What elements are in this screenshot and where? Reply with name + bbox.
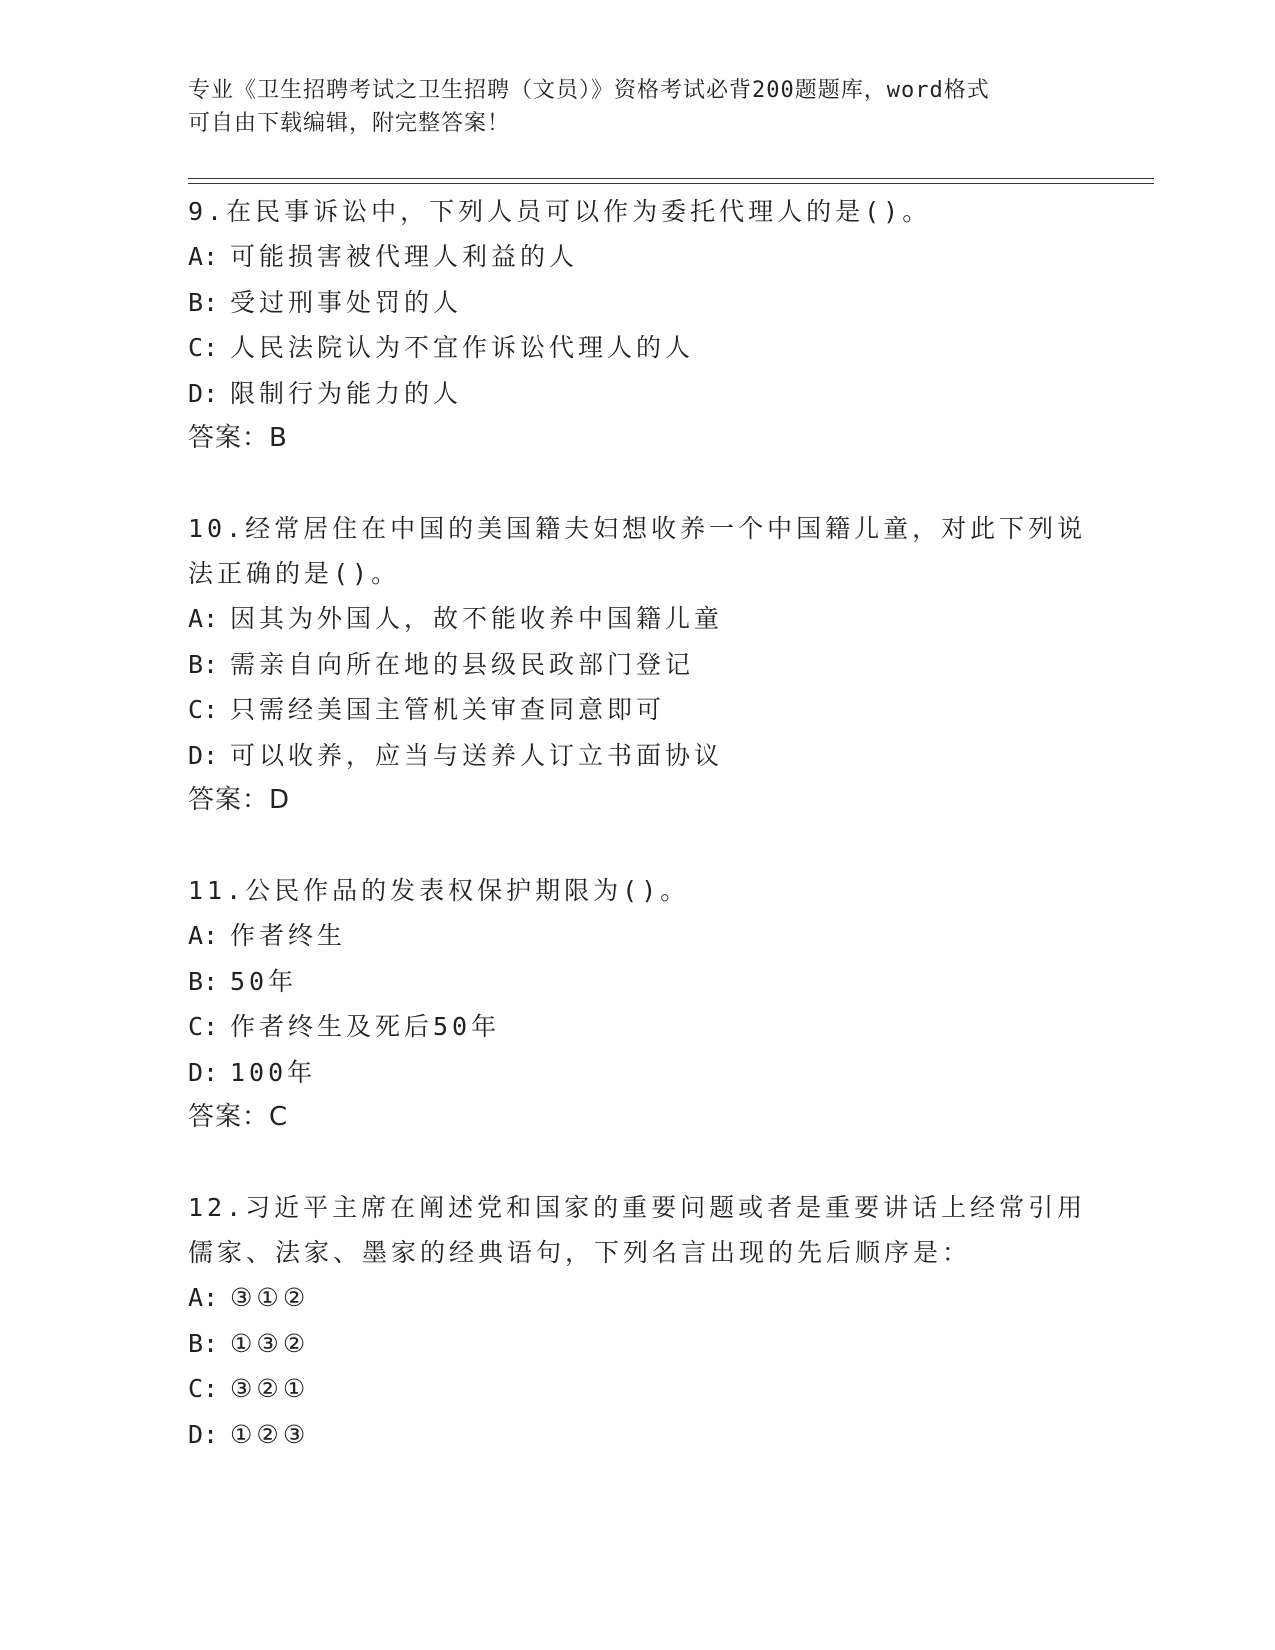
option-b: B: 需亲自向所在地的县级民政部门登记 bbox=[188, 649, 695, 679]
option-a: A: 可能损害被代理人利益的人 bbox=[188, 242, 579, 271]
answer-label: 答案：B bbox=[188, 423, 288, 453]
question-9 bbox=[188, 189, 1088, 461]
option-d: D: 限制行为能力的人 bbox=[188, 378, 463, 408]
question-stem: 12.习近平主席在阐述党和国家的重要问题或者是重要讲话上经常引用 bbox=[188, 1193, 1087, 1222]
question-stem-continued: 法正确的是()。 bbox=[188, 559, 401, 588]
question-stem: 11.公民作品的发表权保护期限为()。 bbox=[188, 876, 690, 905]
question-stem-continued: 儒家、法家、墨家的经典语句，下列名言出现的先后顺序是： bbox=[188, 1238, 972, 1267]
header-line-1: 专业《卫生招聘考试之卫生招聘（文员）》资格考试必背200题题库，word格式 bbox=[188, 78, 990, 103]
document-header bbox=[188, 74, 1088, 140]
answer-label: 答案：C bbox=[188, 1102, 289, 1132]
option-d: D: 可以收养，应当与送养人订立书面协议 bbox=[188, 740, 724, 770]
option-a: A: 因其为外国人，故不能收养中国籍儿童 bbox=[188, 604, 724, 633]
header-divider-top bbox=[188, 178, 1154, 179]
option-d: D: 100年 bbox=[188, 1057, 317, 1087]
option-a: A: 作者终生 bbox=[188, 921, 347, 950]
option-c: C: 人民法院认为不宜作诉讼代理人的人 bbox=[188, 333, 695, 362]
option-b: B: ①③② bbox=[188, 1328, 310, 1358]
option-b: B: 受过刑事处罚的人 bbox=[188, 287, 463, 317]
header-divider-bottom bbox=[188, 183, 1154, 184]
question-list bbox=[188, 189, 1088, 1457]
question-12 bbox=[188, 1185, 1088, 1457]
option-c: C: 只需经美国主管机关审查同意即可 bbox=[188, 695, 666, 724]
answer-label: 答案：D bbox=[188, 785, 291, 815]
option-d: D: ①②③ bbox=[188, 1419, 310, 1449]
question-11 bbox=[188, 868, 1088, 1140]
question-10 bbox=[188, 506, 1088, 823]
question-stem: 10.经常居住在中国的美国籍夫妇想收养一个中国籍儿童，对此下列说 bbox=[188, 514, 1087, 543]
option-b: B: 50年 bbox=[188, 966, 298, 996]
question-stem: 9.在民事诉讼中，下列人员可以作为委托代理人的是()。 bbox=[188, 197, 932, 226]
header-line-2: 可自由下载编辑，附完整答案！ bbox=[188, 111, 511, 136]
option-c: C: 作者终生及死后50年 bbox=[188, 1012, 501, 1041]
option-c: C: ③②① bbox=[188, 1374, 310, 1403]
option-a: A: ③①② bbox=[188, 1283, 310, 1312]
